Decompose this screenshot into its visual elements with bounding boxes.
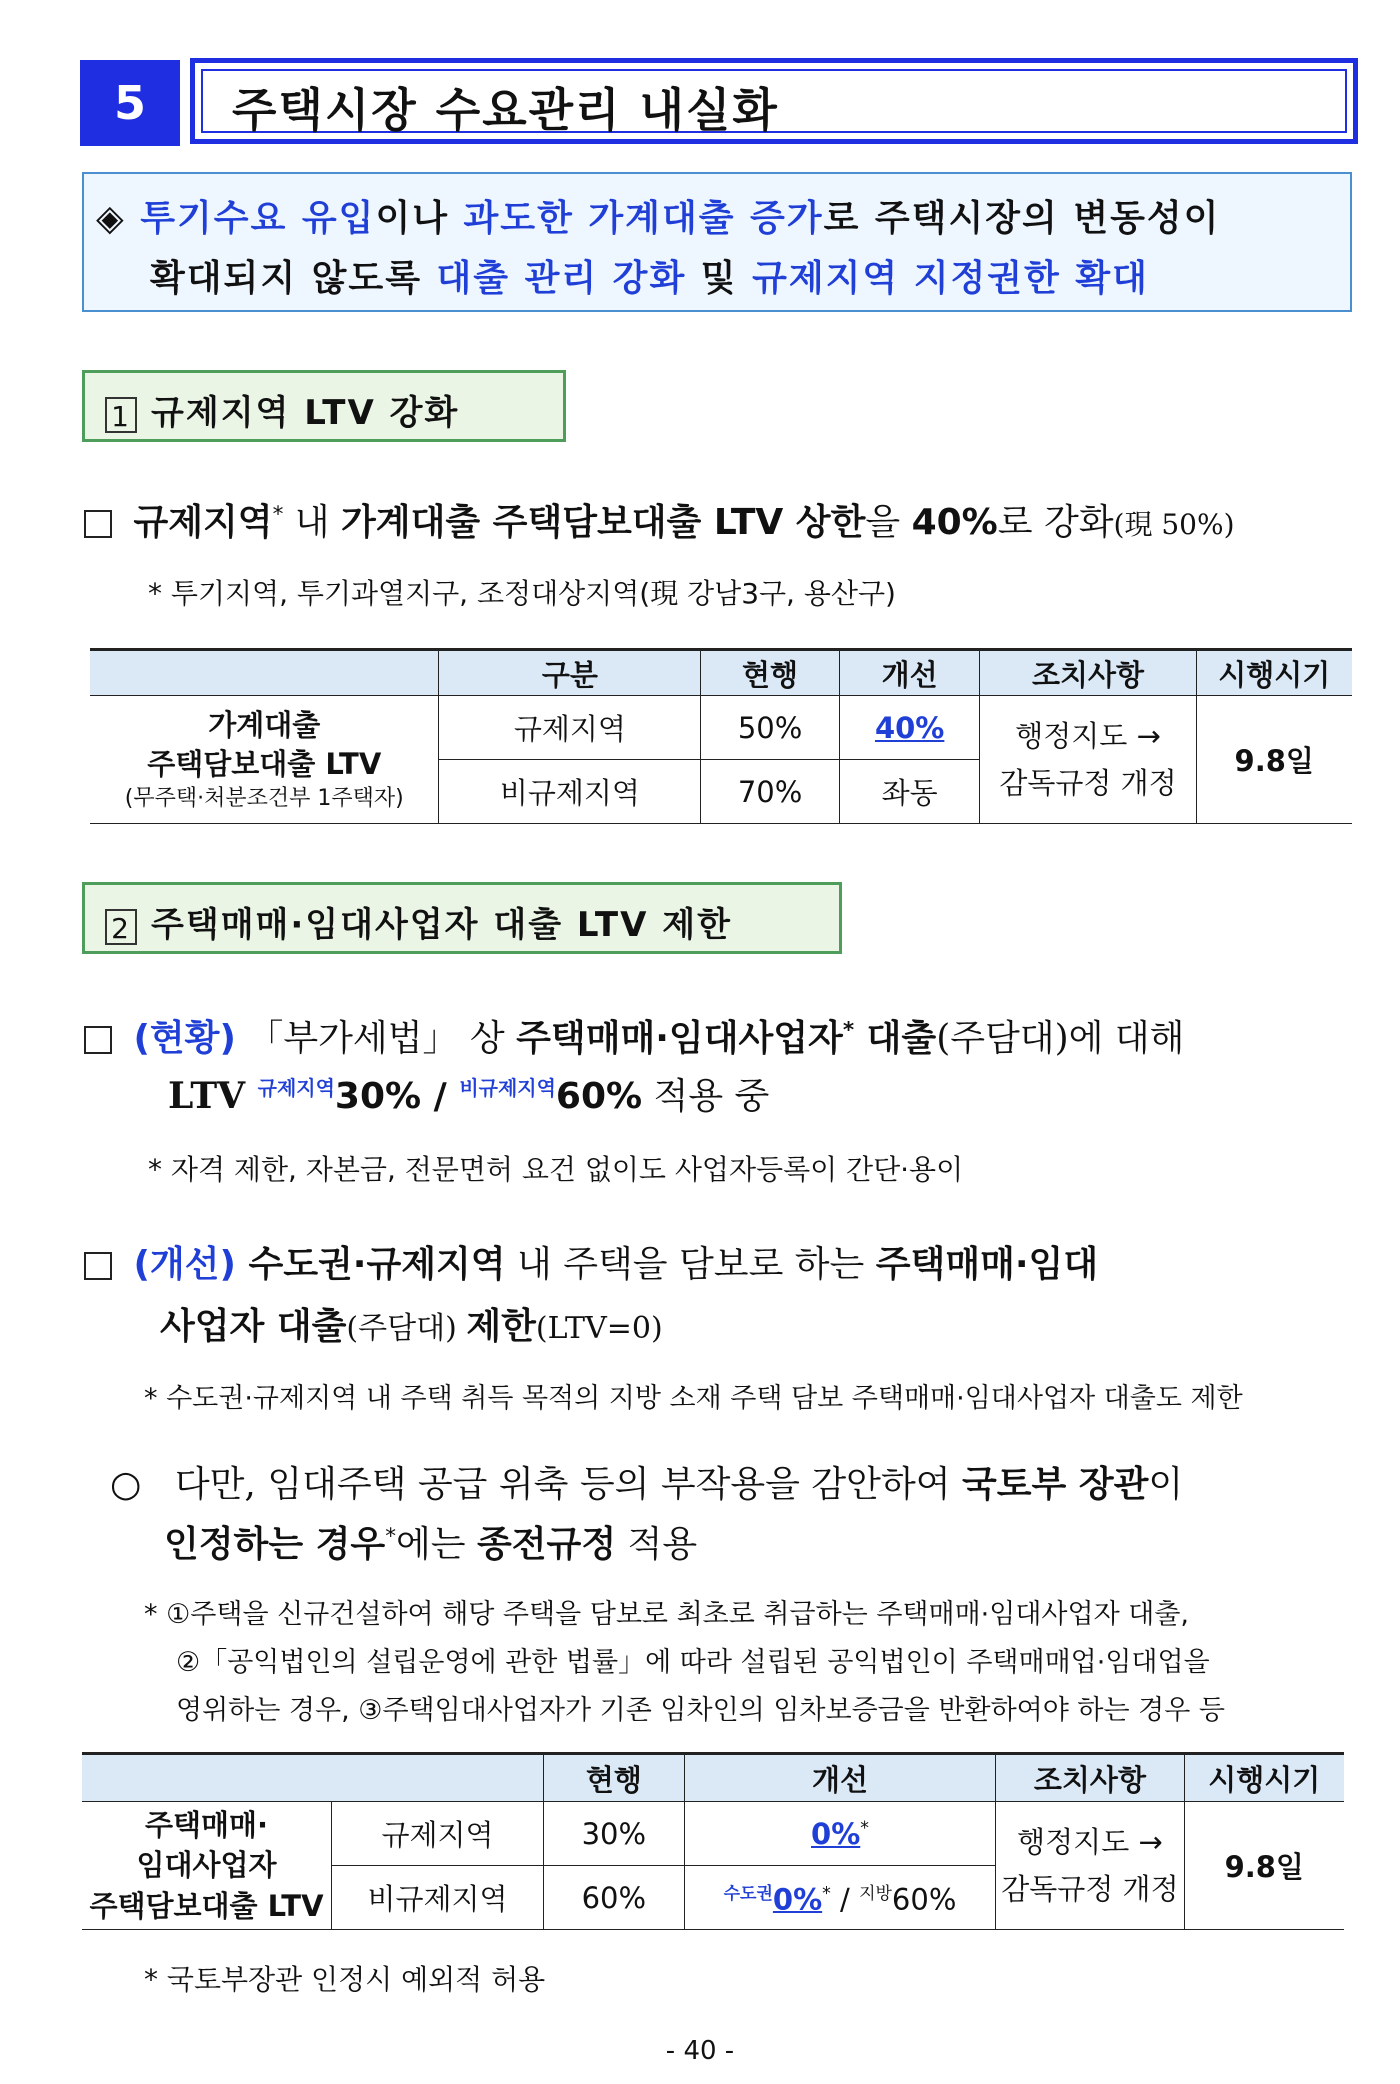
summary-line-1 [96, 190, 1220, 241]
exception-note-line-2: ②「공익법인의 설립운영에 관한 법률」에 따라 설립된 공익법인이 주택매매업·임대업을 [176, 1647, 1210, 1678]
exception-paragraph-line-2: 인정하는 경우*에는 종전규정 적용 [164, 1524, 698, 1565]
improve-paragraph-line-2: 사업자 대출(주담대) 제한(LTV=0) [160, 1306, 663, 1347]
diamond-bullet-icon: ◈ [96, 198, 126, 239]
section-2-number: 2 [105, 909, 137, 945]
section-1-heading [82, 370, 566, 442]
section-1-paragraph: 규제지역* 내 가계대출 주택담보대출 LTV 상한을 40%로 강화(現 50%) [84, 494, 1235, 545]
section-2-title: 주택매매·임대사업자 대출 LTV 제한 [151, 905, 732, 945]
improve-paragraph-line-1: (개선) 수도권·규제지역 내 주택을 담보로 하는 주택매매·임대 [84, 1236, 1098, 1287]
exception-note-line-1: * ①주택을 신규건설하여 해당 주택을 담보로 최초로 취급하는 주택매매·임대사업자 대출, [144, 1599, 1189, 1630]
summary-segment: 과도한 가계대출 증가 [463, 198, 824, 239]
checkbox-square-icon [84, 1026, 112, 1054]
checkbox-square-icon [84, 510, 112, 538]
table-footnote: * 국토부장관 인정시 예외적 허용 [144, 1963, 546, 1996]
circle-bullet-icon: ○ [110, 1464, 142, 1505]
exception-note-line-3: 영위하는 경우, ③주택임대사업자가 기존 임차인의 임차보증금을 반환하여야 하는 경우 등 [176, 1695, 1225, 1726]
page-number: - 40 - [665, 2036, 735, 2066]
status-paragraph-line-2: LTV $^{규제지역}$30% / $^{비규제지역}$60% 적용 중 [168, 1075, 770, 1117]
summary-segment: 및 [686, 258, 753, 299]
summary-segment: 이나 [375, 198, 464, 239]
improve-note: * 수도권·규제지역 내 주택 취득 목적의 지방 소재 주택 담보 주택매매·임대사업자 대출도 제한 [144, 1383, 1243, 1414]
checkbox-square-icon [84, 1252, 112, 1280]
section-2-table: 현행 개선 조치사항 시행시기 주택매매· 임대사업자 주택담보대출 LTV 규제지역 30% 0%* 행정지도 → 감독규정 개정 9.8일 비규제지역 60% $^{수도권}$0%* / $^{지방}$60% [82, 1752, 1344, 1930]
section-1-table: 구분 현행 개선 조치사항 시행시기 가계대출 주택담보대출 LTV (무주택·처분조건부 1주택자) 규제지역 50% 40% 행정지도 → 감독규정 개정 9.8일 비규제지역 70% 좌동 [90, 648, 1352, 824]
summary-segment: 규제지역 지정권한 확대 [752, 258, 1149, 299]
status-paragraph-line-1: (현황) 「부가세법」 상 주택매매·임대사업자* 대출(주담대)에 대해 [84, 1010, 1184, 1061]
summary-segment: 확대되지 않도록 [150, 258, 437, 299]
status-note: * 자격 제한, 자본금, 전문면허 요건 없이도 사업자등록이 간단·용이 [148, 1153, 964, 1186]
summary-segment: 대출 관리 강화 [436, 258, 687, 299]
summary-segment: 투기수요 유입 [140, 198, 376, 239]
page-title: 주택시장 수요관리 내실화 [232, 83, 779, 137]
section-1-title: 규제지역 LTV 강화 [151, 393, 460, 433]
summary-segment: 로 주택시장의 변동성이 [823, 198, 1221, 239]
section-1-note: * 투기지역, 투기과열지구, 조정대상지역(現 강남3구, 용산구) [148, 577, 896, 610]
section-2-heading [82, 882, 842, 954]
summary-line-2 [150, 250, 1149, 301]
exception-paragraph-line-1: ○ 다만, 임대주택 공급 위축 등의 부작용을 감안하여 국토부 장관이 [110, 1464, 1184, 1505]
section-1-number: 1 [105, 397, 137, 433]
section-number: 5 [80, 60, 180, 146]
